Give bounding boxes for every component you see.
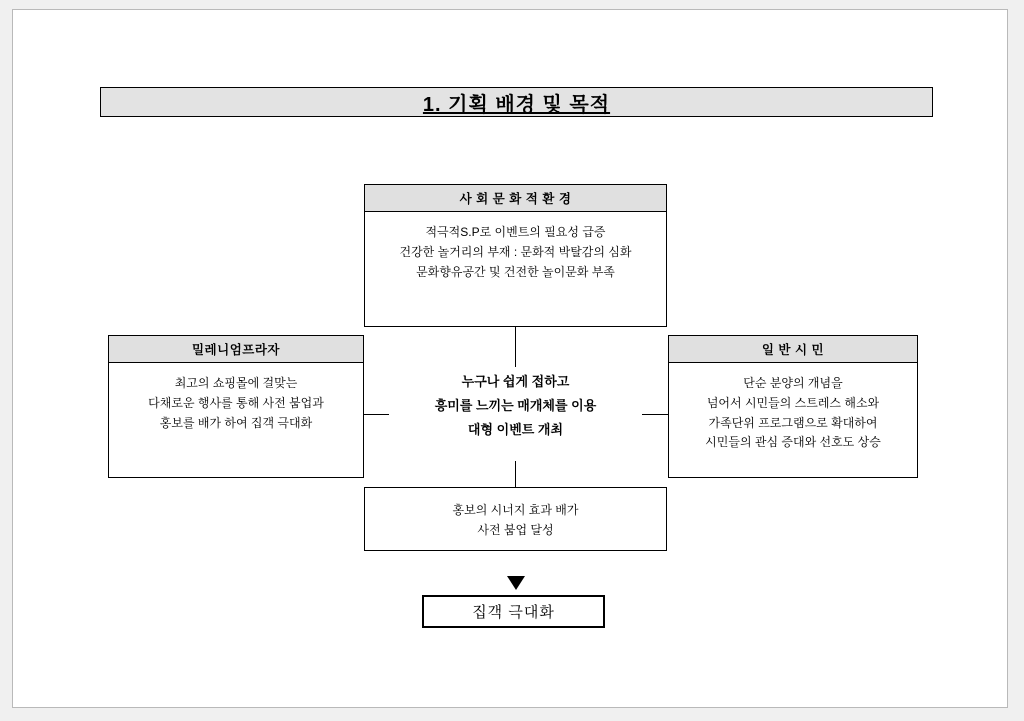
node-millennium-plaza-body xyxy=(109,363,363,441)
node-text-line: 대형 이벤트 개최 xyxy=(467,422,564,438)
slide-page xyxy=(12,9,1008,708)
arrow-down-icon xyxy=(507,576,525,590)
node-text-line: 홍보의 시너지 효과 배가 xyxy=(452,503,579,517)
node-synergy xyxy=(364,487,667,551)
node-text-line: 누구나 쉽게 접하고 xyxy=(461,374,570,389)
page-title-bar xyxy=(100,87,933,117)
connector-right xyxy=(642,414,668,415)
node-millennium-plaza xyxy=(108,335,364,478)
node-text-line: 시민들의 관심 증대와 선호도 상승 xyxy=(705,435,881,450)
node-synergy-body xyxy=(365,488,666,549)
node-text-line: 다채로운 행사를 통해 사전 붐업과 xyxy=(148,395,324,410)
node-text-line: 문화향유공간 및 건전한 놀이문화 부족 xyxy=(416,264,615,279)
node-general-citizens-header: 일 반 시 민 xyxy=(669,336,917,363)
node-text-line: 건강한 놀거리의 부재 : 문화적 박탈감의 심화 xyxy=(399,244,632,259)
node-general-citizens-body xyxy=(669,363,917,461)
node-result xyxy=(422,595,605,628)
node-text-line: 적극적S.P로 이벤트의 필요성 급증 xyxy=(425,225,606,239)
node-text-line: 홍보를 배가 하여 집객 극대화 xyxy=(159,415,313,430)
node-social-environment-body xyxy=(365,212,666,290)
node-text-line: 사전 붐업 달성 xyxy=(477,522,554,537)
node-general-citizens xyxy=(668,335,918,478)
connector-left xyxy=(364,414,389,415)
page-title: 1. 기획 배경 및 목적 xyxy=(422,93,611,116)
node-text-line: 흥미를 느끼는 매개체를 이용 xyxy=(434,398,597,414)
connector-bottom xyxy=(515,461,516,487)
node-text-line: 최고의 쇼핑몰에 걸맞는 xyxy=(174,376,298,390)
node-text-line: 가족단위 프로그램으로 확대하여 xyxy=(708,415,878,430)
connector-top xyxy=(515,327,516,367)
node-center-concept xyxy=(389,370,642,442)
node-text-line: 넘어서 시민들의 스트레스 해소와 xyxy=(706,395,880,410)
node-result-label: 집객 극대화 xyxy=(472,604,555,621)
node-text-line: 단순 분양의 개념을 xyxy=(743,376,843,390)
node-social-environment-header: 사 회 문 화 적 환 경 xyxy=(365,185,666,212)
node-social-environment xyxy=(364,184,667,327)
node-millennium-plaza-header: 밀레니엄프라자 xyxy=(109,336,363,363)
